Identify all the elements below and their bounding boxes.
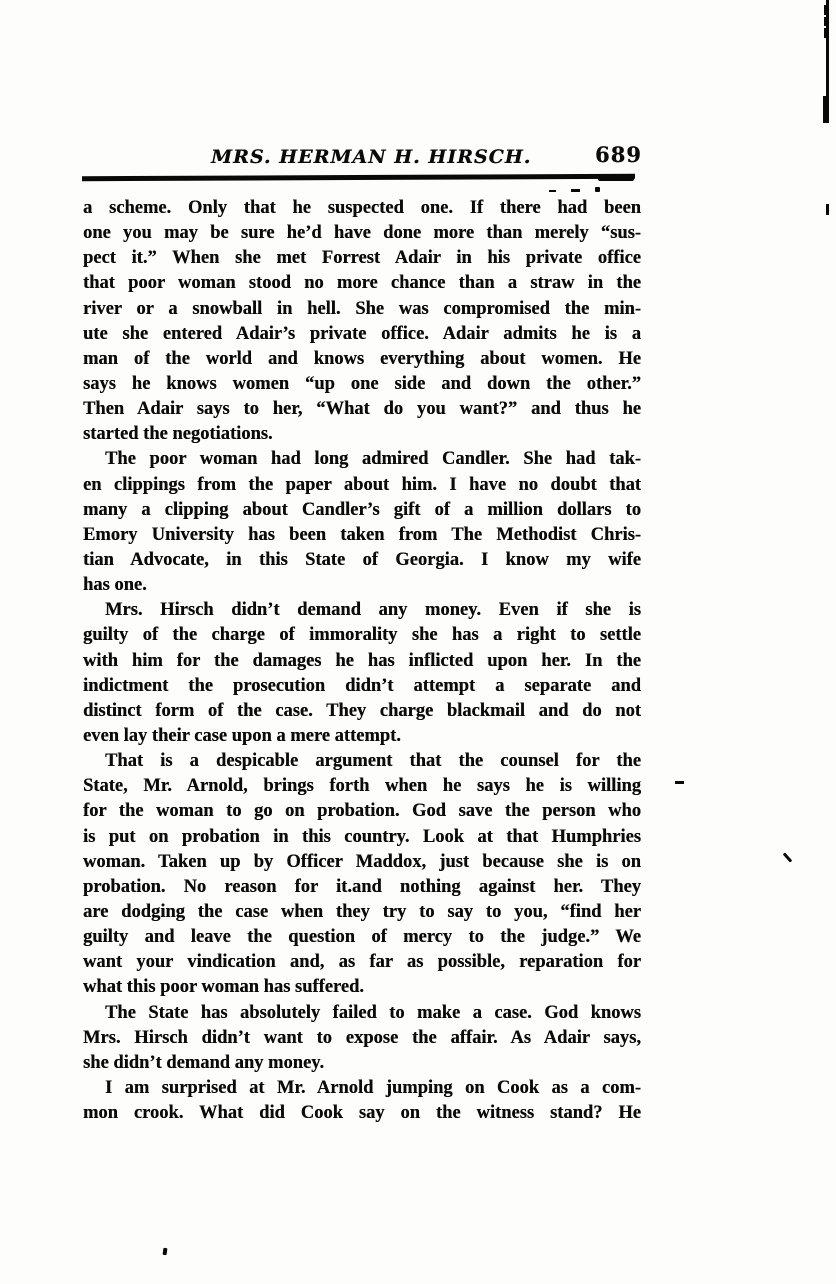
text-line: what this poor woman has suffered. bbox=[83, 977, 364, 998]
text-line: Mrs. Hirsch didn’t want to expose the affair. As Adair says, bbox=[83, 1027, 641, 1048]
text-line: man of the world and knows everything about women. He bbox=[83, 348, 641, 369]
page-edge-blob-artifact bbox=[824, 17, 829, 26]
text-line: The State has absolutely failed to make a case. God knows bbox=[105, 1002, 641, 1023]
text-line: guilty and leave the question of mercy to the judge.” We bbox=[83, 927, 641, 948]
page-edge-blob-artifact bbox=[823, 96, 829, 123]
scan-speck bbox=[549, 190, 556, 192]
text-line: are dodging the case when they try to say to you, “find her bbox=[83, 901, 641, 922]
text-line: mon crook. What did Cook say on the witness stand? He bbox=[83, 1103, 641, 1124]
text-line: started the negotiations. bbox=[83, 424, 273, 445]
text-line: many a clipping about Candler’s gift of a million dollars to bbox=[83, 499, 641, 520]
text-line: with him for the damages he has inflicted upon her. In the bbox=[83, 650, 641, 671]
text-line: woman. Taken up by Officer Maddox, just because she is on bbox=[83, 851, 641, 872]
text-line: Emory University has been taken from The Methodist Chris- bbox=[83, 524, 641, 545]
text-line: a scheme. Only that he suspected one. If there had been bbox=[83, 198, 641, 218]
page-number: 689 bbox=[595, 142, 642, 167]
text-line: has one. bbox=[83, 575, 147, 596]
text-line: distinct form of the case. They charge blackmail and do not bbox=[83, 700, 641, 721]
text-line: I am surprised at Mr. Arnold jumping on Cook as a com- bbox=[105, 1077, 641, 1098]
text-line: tian Advocate, in this State of Georgia. I know my wife bbox=[83, 549, 641, 570]
text-line: is put on probation in this country. Look at that Humphries bbox=[83, 826, 641, 847]
page-body bbox=[83, 196, 641, 1126]
text-line: State, Mr. Arnold, brings forth when he says he is willing bbox=[83, 776, 641, 797]
text-line: says he knows women “up one side and down the other.” bbox=[83, 373, 641, 394]
bottom-speck-artifact bbox=[163, 1248, 168, 1255]
text-line: even lay their case upon a mere attempt. bbox=[83, 725, 401, 746]
text-line: she didn’t demand any money. bbox=[83, 1052, 325, 1073]
scan-speck bbox=[571, 189, 580, 192]
text-line: river or a snowball in hell. She was compromised the min- bbox=[83, 298, 641, 319]
text-line: Mrs. Hirsch didn’t demand any money. Even if she is bbox=[105, 600, 641, 621]
text-line: The poor woman had long admired Candler. She had tak- bbox=[105, 449, 641, 470]
text-line: that poor woman stood no more chance than a straw in the bbox=[83, 273, 641, 294]
header-rule bbox=[82, 174, 635, 181]
text-line: for the woman to go on probation. God save the person who bbox=[83, 801, 641, 822]
text-line: guilty of the charge of immorality she has a right to settle bbox=[83, 625, 641, 646]
header-rule-end-blob bbox=[598, 175, 634, 181]
text-line: probation. No reason for it.and nothing against her. They bbox=[83, 876, 641, 897]
text-line: want your vindication and, as far as possible, reparation for bbox=[83, 952, 641, 973]
text-line: Then Adair says to her, “What do you want?” and thus he bbox=[83, 399, 641, 420]
text-line: pect it.” When she met Forrest Adair in his private office bbox=[83, 248, 641, 269]
page-edge-blob-artifact bbox=[824, 5, 829, 15]
margin-diagonal-artifact bbox=[783, 852, 793, 862]
text-line: one you may be sure he’d have done more than merely “sus- bbox=[83, 223, 641, 244]
margin-dash-artifact bbox=[675, 781, 684, 784]
scan-speck bbox=[595, 187, 600, 192]
page-edge-blob-artifact bbox=[824, 28, 829, 38]
running-title: MRS. HERMAN H. HIRSCH. bbox=[211, 146, 532, 168]
page-edge-tick-artifact bbox=[826, 204, 829, 215]
text-line: en clippings from the paper about him. I have no doubt that bbox=[83, 474, 641, 495]
text-line: ute she entered Adair’s private office. Adair admits he is a bbox=[83, 323, 641, 344]
text-line: indictment the prosecution didn’t attempt a separate and bbox=[83, 675, 641, 696]
text-line: That is a despicable argument that the counsel for the bbox=[105, 751, 641, 772]
